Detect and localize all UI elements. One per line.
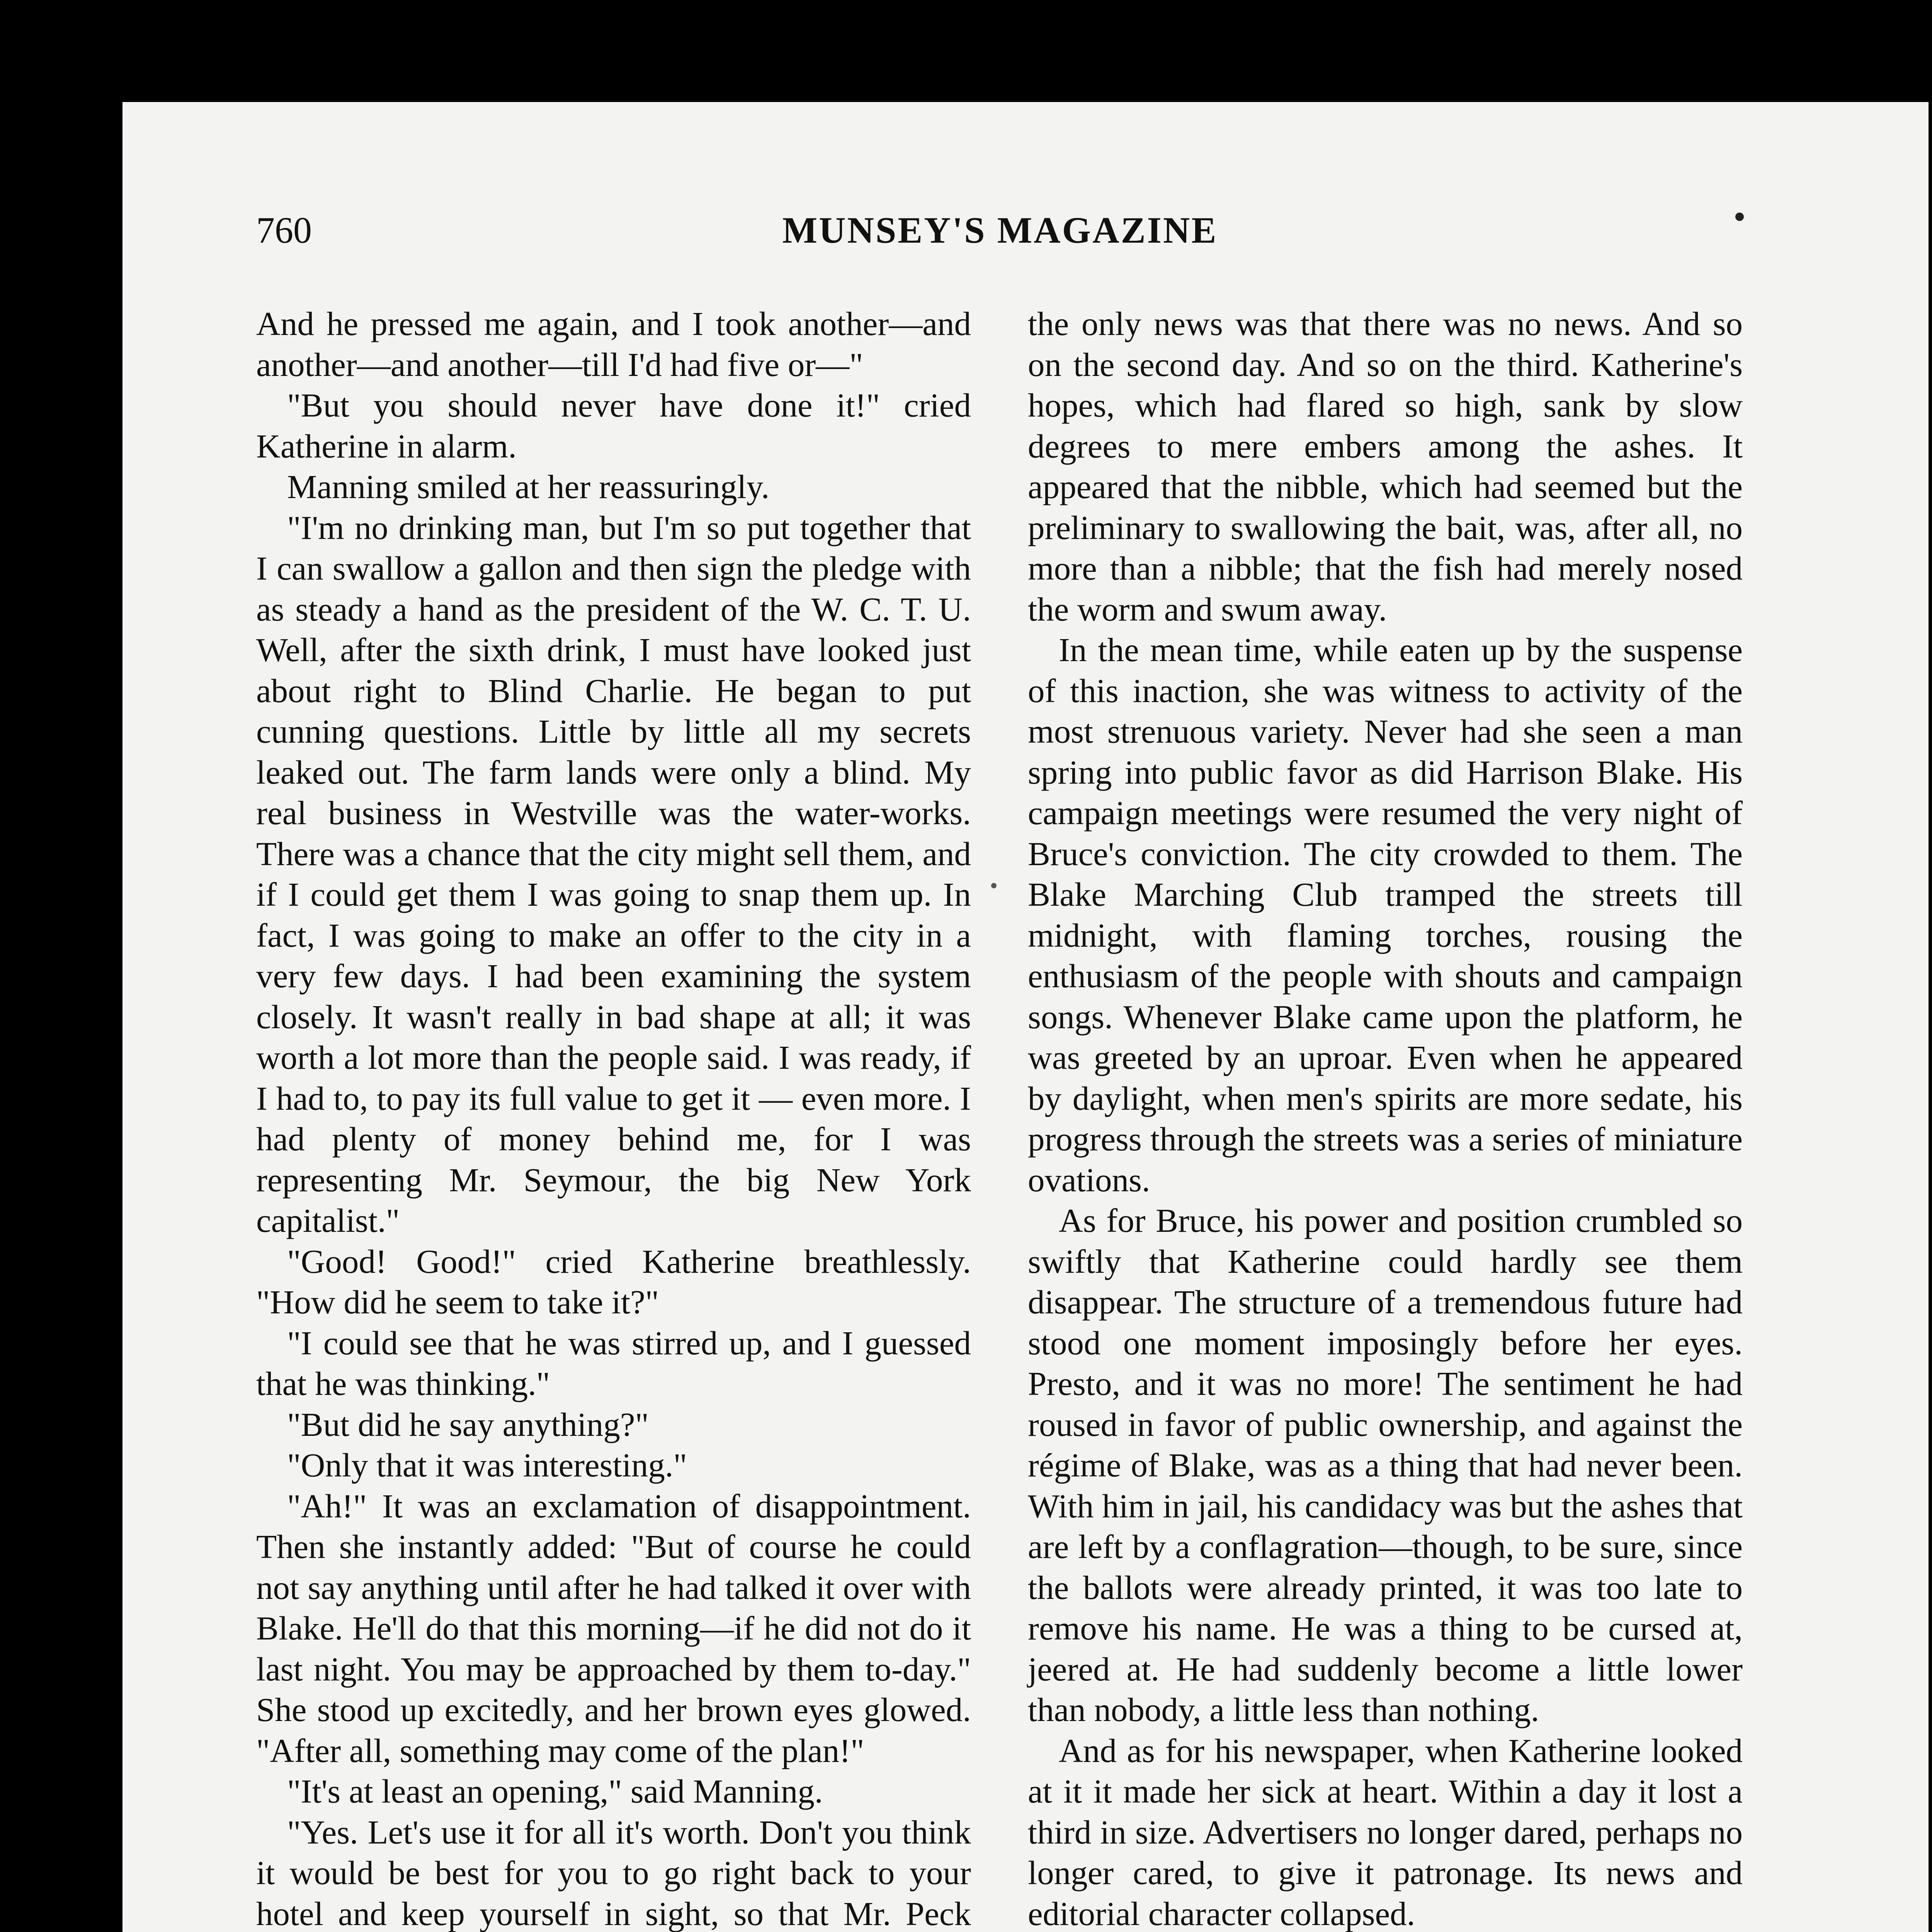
- paragraph: "I'm no drinking man, but I'm so put together that I can swallow a gallon and then sign the pledge with as steady a hand as the president of the W. C. T. U. Well, after the sixth drink, I must have looked just about right to Blind Charlie. He began to put cunning questions. Little by little all my secrets leaked out. The farm lands were only a blind. My real business in Westville was the water-works. There was a chance that the city might sell them, and if I could get them I was going to snap them up. In fact, I was going to make an offer to the city in a very few days. I had been examining the system closely. It wasn't really in bad shape at all; it was worth a lot more than the people said. I was ready, if I had to, to pay its full value to get it — even more. I had plenty of money behind me, for I was representing Mr. Seymour, the big New York capitalist.": [256, 509, 971, 1239]
- paragraph: "I could see that he was stirred up, and I guessed that he was thinking.": [256, 1324, 971, 1402]
- right-column: [1028, 303, 1743, 1932]
- paragraph: And as for his newspaper, when Katherine looked at it it made her sick at heart. Within a day it lost a third in size. Advertisers no longer dared, perhaps no longer cared, to give it patronage. Its news and editorial character collapsed.: [1028, 1731, 1743, 1932]
- left-column: [256, 303, 971, 1932]
- paragraph: the only news was that there was no news. And so on the second day. And so on the third. Katherine's hopes, which had flared so high, sank by slow degrees to mere embers among the ashes. It appeared that the nibble, which had seemed but the preliminary to swallowing the bait, was, after all, no more than a nibble; that the fish had merely nosed the worm and swum away.: [1028, 305, 1743, 628]
- header-dot-mark: [1735, 213, 1744, 221]
- paragraph: As for Bruce, his power and position crumbled so swiftly that Katherine could hardly see them disappear. The structure of a tremendous future had stood one moment imposingly before her eyes. Presto, and it was no more! The sentiment he had roused in favor of public ownership, and against the régime of Blake, was as a thing that had never been. With him in jail, his candidacy was but the ashes that are left by a conflagration—though, to be sure, since the ballots were already printed, it was too late to remove his name. He was a thing to be cursed at, jeered at. He had suddenly become a little lower than nobody, a little less than nothing.: [1028, 1202, 1743, 1728]
- paragraph: "Only that it was interesting.": [287, 1446, 687, 1484]
- paragraph: "Yes. Let's use it for all it's worth. Don't you think it would be best for you to go right back to your hotel and keep yourself in sight, so that Mr. Peck: [256, 1813, 971, 1932]
- paragraph: And he pressed me again, and I took another—and another—and another—till I'd had five or—": [256, 305, 971, 383]
- paragraph: "It's at least an opening," said Manning.: [287, 1772, 823, 1810]
- paragraph: "But did he say anything?": [287, 1405, 649, 1443]
- paragraph: In the mean time, while eaten up by the suspense of this inaction, she was witness to activity of the most strenuous variety. Never had she seen a man spring into public favor as did Harrison Blake. His campaign meetings were resumed the very night of Bruce's conviction. The city crowded to them. The Blake Marching Club tramped the streets till midnight, with flaming torches, rousing the enthusiasm of the people with shouts and campaign songs. Whenever Blake came upon the platform, he was greeted by an uproar. Even when he appeared by daylight, when men's spirits are more sedate, his progress through the streets was a series of miniature ovations.: [1028, 631, 1743, 1199]
- running-head: MUNSEY'S MAGAZINE: [782, 209, 1218, 251]
- paragraph: "Ah!" It was an exclamation of disappointment. Then she instantly added: "But of course he could not say anything until after he had talked it over with Blake. He'll do that this morning—if he did not do it last night. You may be approached by them to-day." She stood up excitedly, and her brown eyes glowed. "After all, something may come of the plan!": [256, 1487, 971, 1769]
- paragraph: "But you should never have done it!" cried Katherine in alarm.: [256, 386, 971, 465]
- paragraph: Manning smiled at her reassuringly.: [287, 468, 770, 505]
- page-header: [256, 209, 1744, 263]
- page-number: 760: [256, 209, 312, 251]
- stray-ink-mark: [991, 883, 997, 888]
- paragraph: "Good! Good!" cried Katherine breathlessly. "How did he seem to take it?": [256, 1242, 971, 1321]
